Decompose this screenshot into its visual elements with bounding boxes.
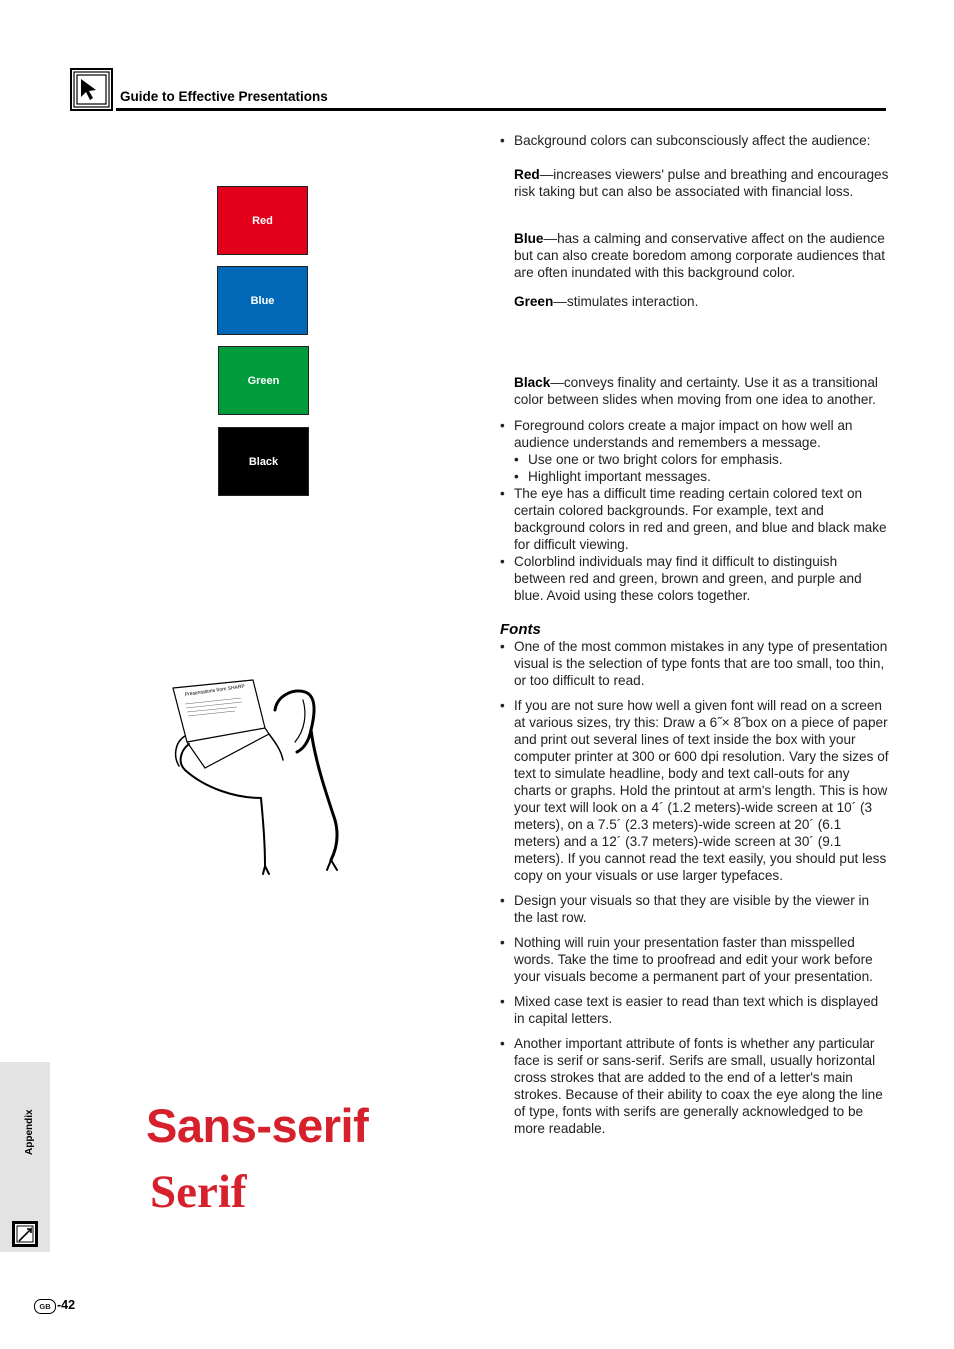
sidebar-label: Appendix <box>24 1109 35 1155</box>
color-term: Green <box>514 294 554 309</box>
header-title: Guide to Effective Presentations <box>120 89 328 104</box>
swatch-green <box>218 346 309 415</box>
color-desc-text: —has a calming and conservative affect on the audience but can also create boredom among corporate audiences that are often inundated with this background color. <box>514 231 886 280</box>
color-term: Black <box>514 375 551 390</box>
swatch-label: Green <box>247 374 280 387</box>
sheet-title: Presentations from SHARP <box>184 683 246 698</box>
bg-intro: Background colors can subconsciously affect the audience: <box>514 133 871 148</box>
book-icon <box>70 67 114 111</box>
color-green-desc <box>500 293 890 310</box>
region-badge: GB <box>34 1299 56 1314</box>
header-rule <box>116 108 886 111</box>
fg-intro: Foreground colors create a major impact on how well an audience understands and remembers a message. <box>514 418 853 450</box>
list-item: • One of the most common mistakes in any type of presentation visual is the selection of type fonts that are too small, too thin, or too difficult to read. <box>500 639 888 688</box>
swatch-label: Red <box>252 214 273 227</box>
list-item: • Another important attribute of fonts is whether any particular face is serif or sans-serif. Serifs are small, usually horizontal cross strokes that are added to the end of a letter's main strokes. Because of their ability to coax the eye along the line of type, fonts with serifs are generally acknowledged to be more readable. <box>500 1036 883 1136</box>
swatch-red <box>217 186 308 255</box>
color-desc-text: —increases viewers' pulse and breathing and encourages risk taking but can also be associated with financial loss. <box>514 167 889 199</box>
appendix-icon <box>12 1221 38 1247</box>
sub-list-item: • Use one or two bright colors for emphasis. <box>514 452 783 467</box>
fonts-heading: Fonts <box>500 621 541 638</box>
list-item: • The eye has a difficult time reading certain colored text on certain colored backgrounds. For example, text and background colors in red and green, and blue and black make for difficult viewing. <box>500 486 887 552</box>
list-item: • If you are not sure how well a given font will read on a screen at various sizes, try this: Draw a 6˝× 8˝box on a piece of paper and print out several lines of text inside the box with your computer printer at 300 or 600 dpi resolution. Vary the sizes of text to simulate headline, body and text call-outs for any charts or graphs. Hold the printout at arm's length. This is how your text will look on a 4´ (1.2 meters)-wide screen at 10´ (3 meters), on a 7.5´ (2.3 meters)-wide screen at 20´ (6.1 meters) and a 12´ (3.7 meters)-wide screen at 30´ (9.1 meters). If you cannot read the text easily, you should put less copy on your visuals or use larger typefaces. <box>500 698 889 883</box>
color-desc-text: —conveys finality and certainty. Use it as a transitional color between slides when moving from one idea to another. <box>514 375 878 407</box>
main-text-column <box>500 132 890 1137</box>
color-blue-desc <box>500 230 890 281</box>
swatch-label: Blue <box>250 294 275 307</box>
color-black-desc <box>500 374 890 408</box>
swatch-label: Black <box>248 455 279 468</box>
list-item: • Colorblind individuals may find it difficult to distinguish between red and green, brown and green, and purple and blue. Avoid using these colors together. <box>500 554 862 603</box>
sub-list-item: • Highlight important messages. <box>514 469 711 484</box>
list-item: • Foreground colors create a major impact on how well an audience understands and remembers a message. <box>500 418 853 450</box>
sans-serif-sample: Sans-serif <box>146 1099 369 1152</box>
list-item: • Background colors can subconsciously affect the audience: <box>500 133 871 148</box>
color-red-desc <box>500 166 890 200</box>
swatch-blue <box>217 266 308 335</box>
list-item: • Design your visuals so that they are visible by the viewer in the last row. <box>500 893 870 925</box>
swatch-black <box>218 427 309 496</box>
color-term: Red <box>514 167 540 182</box>
person-holding-sheet-illustration <box>165 670 355 880</box>
serif-sample: Serif <box>150 1166 247 1218</box>
color-term: Blue <box>514 231 544 246</box>
list-item: • Mixed case text is easier to read than text which is displayed in capital letters. <box>500 994 879 1026</box>
color-desc-text: —stimulates interaction. <box>553 294 699 309</box>
page-number: -42 <box>57 1298 76 1312</box>
list-item: • Nothing will ruin your presentation faster than misspelled words. Take the time to proofread and edit your work before your visuals become a permanent part of your presentation. <box>500 935 873 984</box>
